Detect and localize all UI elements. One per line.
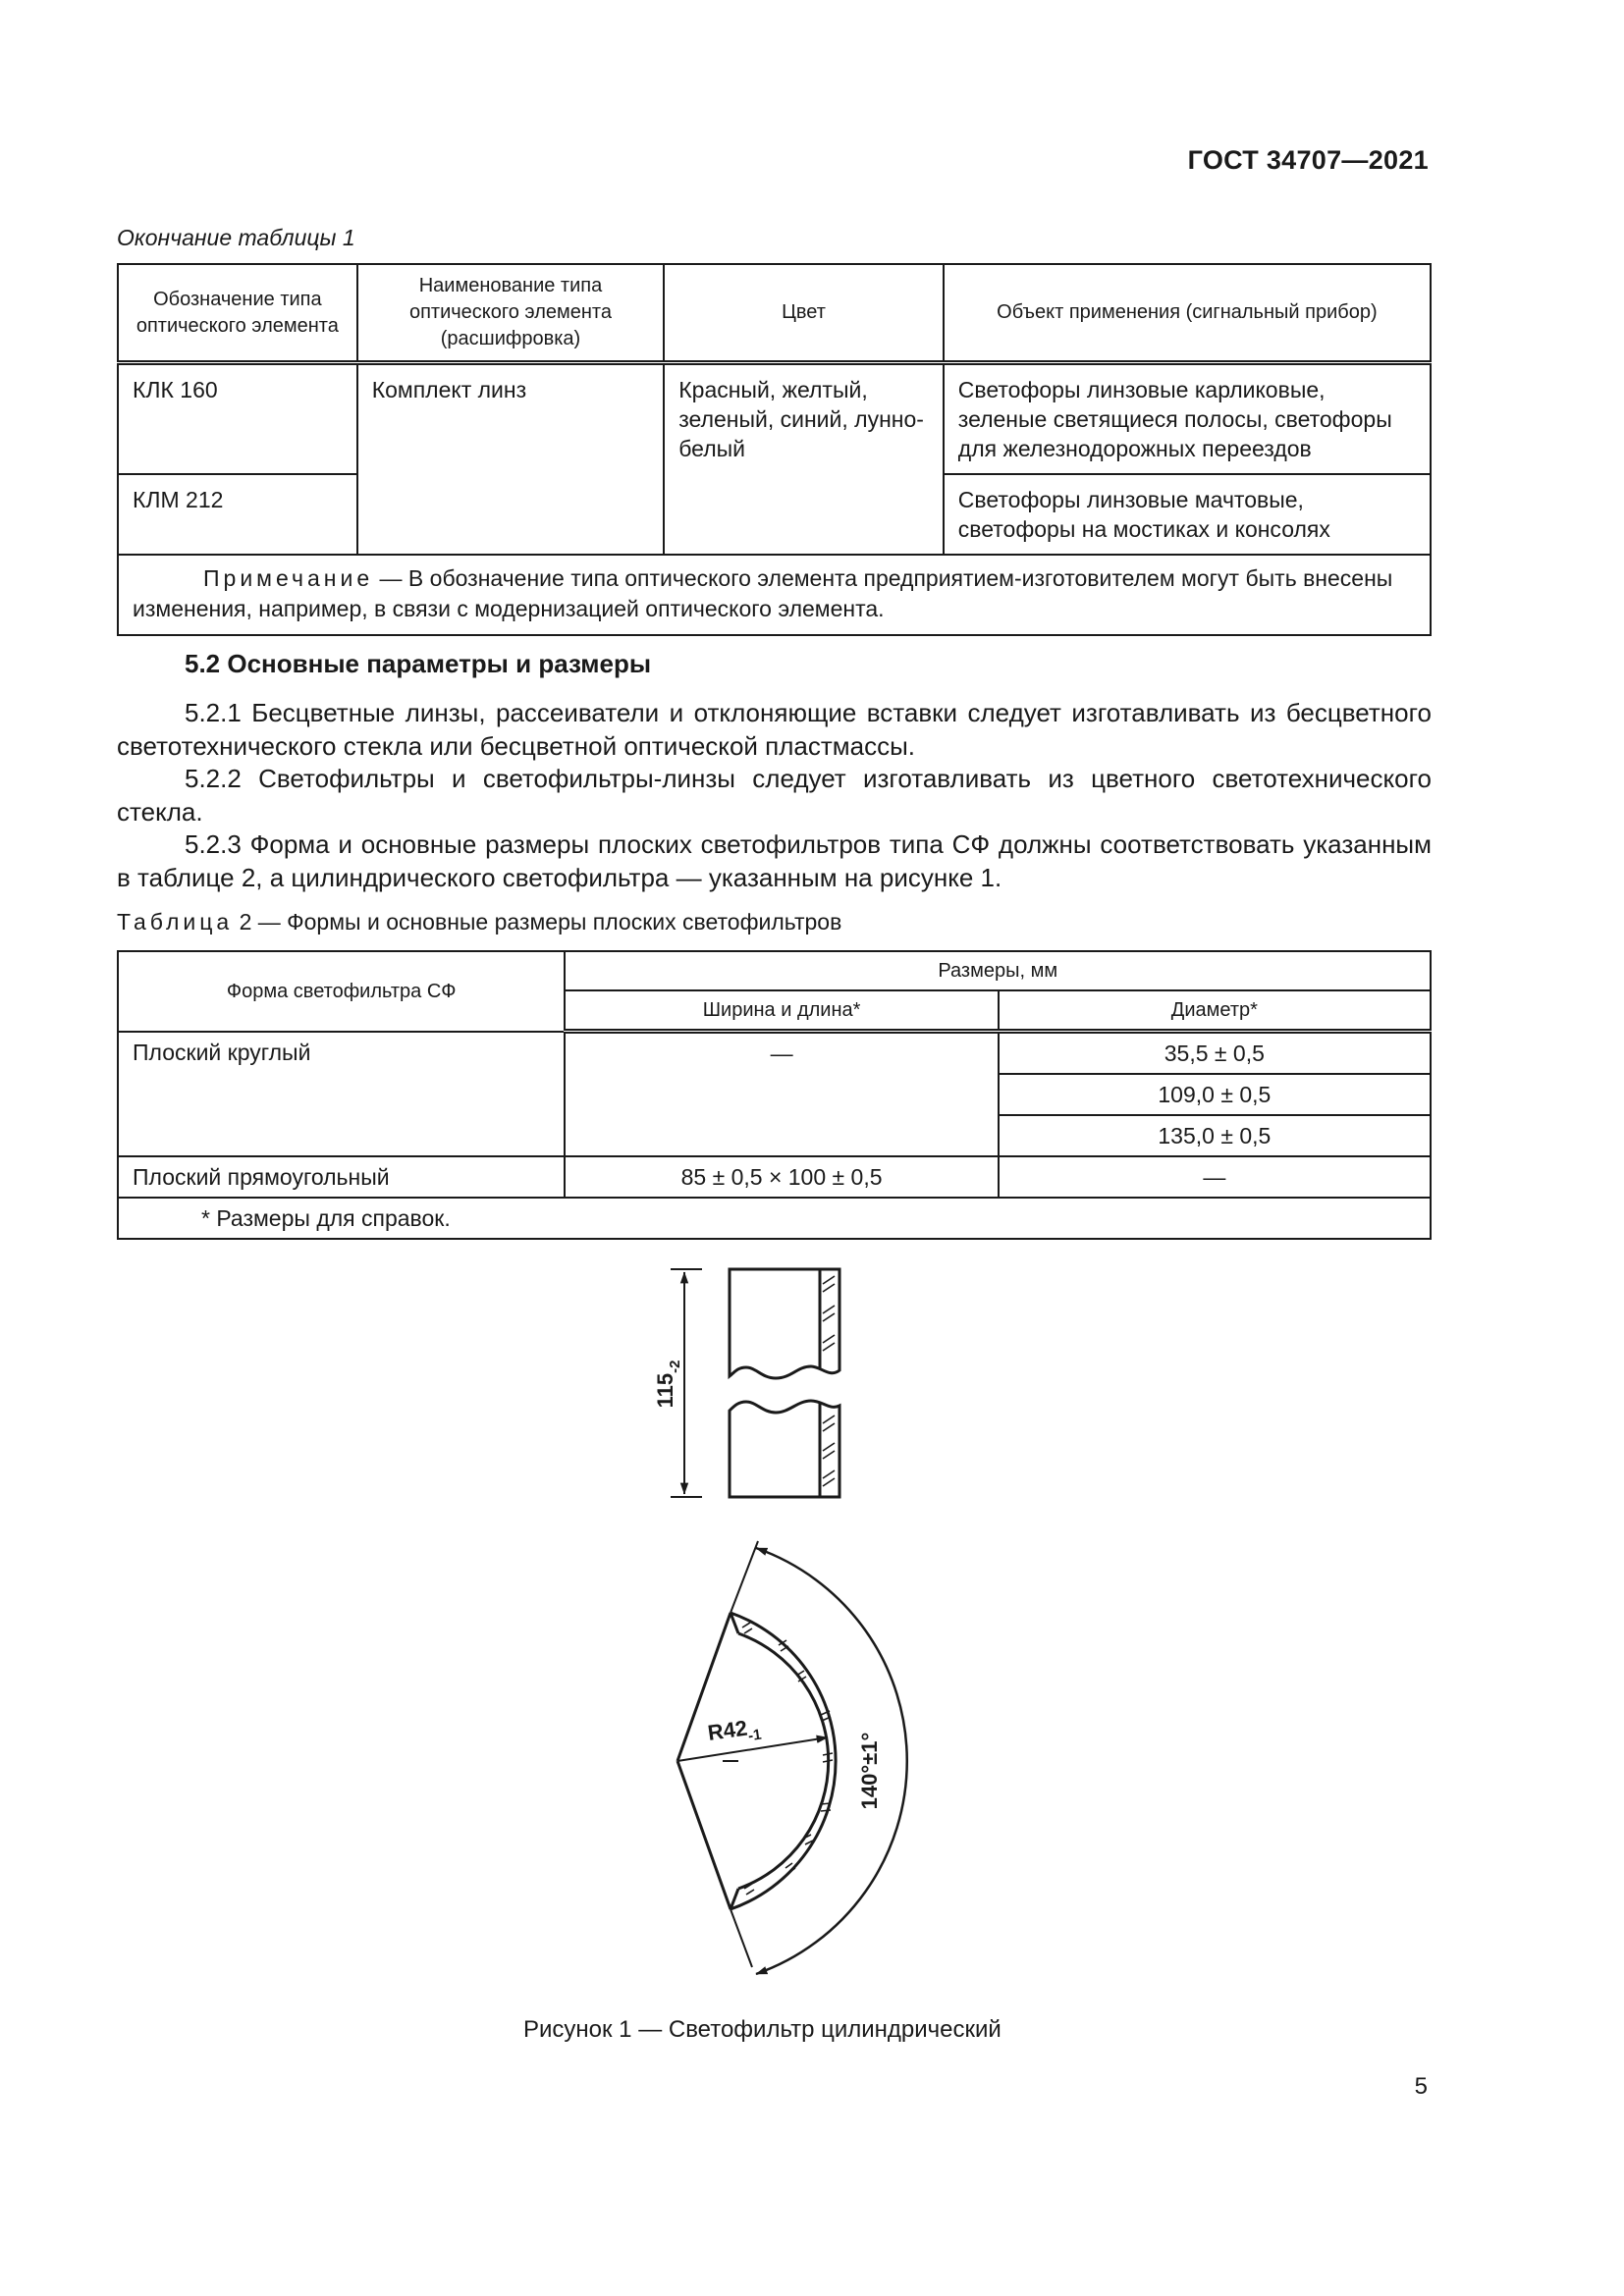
note-label: Примечание	[203, 565, 374, 591]
table1-caption: Окончание таблицы 1	[117, 225, 355, 250]
table2-caption-text: 2 — Формы и основные размеры плоских светофильтров	[239, 909, 842, 934]
cell-name: Комплект линз	[357, 363, 665, 556]
cell-object: Светофоры линзовые карликовые, зеленые светящиеся полосы, светофоры для железнодорожных переездов	[944, 363, 1431, 475]
cell-code: КЛМ 212	[118, 474, 357, 555]
page-number: 5	[1414, 2073, 1428, 2100]
col-header-sizes: Размеры, мм	[565, 951, 1431, 990]
cell-diameter: —	[999, 1156, 1431, 1198]
cell-diameter: 135,0 ± 0,5	[999, 1115, 1431, 1156]
table-footnote: * Размеры для справок.	[118, 1198, 1431, 1239]
col-header-diameter: Диаметр*	[999, 990, 1431, 1032]
col-header-name: Наименование типа оптического элемента (расшифровка)	[357, 264, 665, 363]
cell-color: Красный, желтый, зеленый, синий, лунно-белый	[664, 363, 944, 556]
angle-dimension-label: 140°±1°	[857, 1732, 882, 1810]
table2-caption-label: Таблица	[117, 909, 234, 934]
cell-width-length: —	[565, 1032, 998, 1157]
figure-caption: Рисунок 1 — Светофильтр цилиндрический	[523, 2016, 1001, 2043]
cell-diameter: 35,5 ± 0,5	[999, 1032, 1431, 1075]
cell-code: КЛК 160	[118, 363, 357, 475]
standard-designation: ГОСТ 34707—2021	[1187, 145, 1429, 175]
note-text: — В обозначение типа оптического элемента предприятием-изготовителем могут быть внесены изменения, например, в связи с модернизацией оптического элемента.	[133, 565, 1393, 621]
cell-object: Светофоры линзовые мачтовые, светофоры на мостиках и консолях	[944, 474, 1431, 555]
radius-dimension-label: $R42_{-1}$	[706, 1715, 763, 1745]
section-heading: 5.2 Основные параметры и размеры	[185, 649, 652, 678]
height-dimension-label: $115_{-2}$	[653, 1360, 683, 1409]
col-header-code: Обозначение типа оптического элемента	[118, 264, 357, 363]
col-header-object: Объект применения (сигнальный прибор)	[944, 264, 1431, 363]
paragraph-text: 5.2.1 Бесцветные линзы, рассеиватели и отклоняющие вставки следует изготавливать из бесцветного светотехнического стекла или бесцветной оптической пластмассы.	[117, 698, 1432, 761]
col-header-form: Форма светофильтра СФ	[118, 951, 565, 1032]
paragraph-text: 5.2.2 Светофильтры и светофильтры-линзы следует изготавливать из цветного светотехнического стекла.	[117, 764, 1432, 827]
cell-width-length: 85 ± 0,5 × 100 ± 0,5	[565, 1156, 998, 1198]
side-view-drawing	[671, 1269, 839, 1497]
col-header-color: Цвет	[664, 264, 944, 363]
cell-form: Плоский прямоугольный	[118, 1156, 565, 1198]
cell-diameter: 109,0 ± 0,5	[999, 1074, 1431, 1115]
cell-form: Плоский круглый	[118, 1032, 565, 1157]
paragraph-text: 5.2.3 Форма и основные размеры плоских светофильтров типа СФ должны соответствовать указанным в таблице 2, а цилиндрического светофильтра — указанным на рисунке 1.	[117, 829, 1432, 892]
col-header-width-length: Ширина и длина*	[565, 990, 998, 1032]
